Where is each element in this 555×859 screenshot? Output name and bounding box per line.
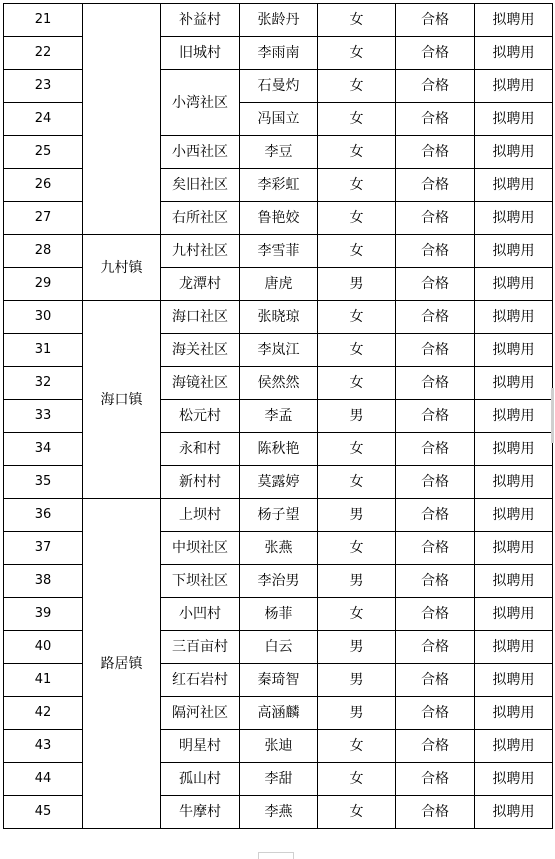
name-cell: 高涵麟 <box>240 697 318 730</box>
gender-cell: 男 <box>318 400 396 433</box>
name-cell: 李彩虹 <box>240 169 318 202</box>
gender-cell: 女 <box>318 202 396 235</box>
gender-cell: 女 <box>318 763 396 796</box>
village-cell: 红石岩村 <box>161 664 240 697</box>
status-cell: 拟聘用 <box>475 466 553 499</box>
name-cell: 李雨南 <box>240 37 318 70</box>
result-cell: 合格 <box>396 235 475 268</box>
town-cell <box>83 4 161 235</box>
result-cell: 合格 <box>396 532 475 565</box>
village-cell: 下坝社区 <box>161 565 240 598</box>
result-cell: 合格 <box>396 697 475 730</box>
status-cell: 拟聘用 <box>475 103 553 136</box>
result-cell: 合格 <box>396 169 475 202</box>
name-cell: 杨菲 <box>240 598 318 631</box>
result-cell: 合格 <box>396 70 475 103</box>
name-cell: 唐虎 <box>240 268 318 301</box>
gender-cell: 女 <box>318 433 396 466</box>
status-cell: 拟聘用 <box>475 598 553 631</box>
row-number: 42 <box>4 697 83 730</box>
village-cell: 中坝社区 <box>161 532 240 565</box>
name-cell: 杨子望 <box>240 499 318 532</box>
result-cell: 合格 <box>396 136 475 169</box>
status-cell: 拟聘用 <box>475 301 553 334</box>
gender-cell: 女 <box>318 598 396 631</box>
village-cell: 旧城村 <box>161 37 240 70</box>
name-cell: 李岚江 <box>240 334 318 367</box>
row-number: 21 <box>4 4 83 37</box>
result-cell: 合格 <box>396 433 475 466</box>
gender-cell: 男 <box>318 697 396 730</box>
result-cell: 合格 <box>396 598 475 631</box>
gender-cell: 女 <box>318 730 396 763</box>
status-cell: 拟聘用 <box>475 730 553 763</box>
name-cell: 李治男 <box>240 565 318 598</box>
row-number: 41 <box>4 664 83 697</box>
row-number: 40 <box>4 631 83 664</box>
town-cell: 九村镇 <box>83 235 161 301</box>
gender-cell: 女 <box>318 301 396 334</box>
row-number: 34 <box>4 433 83 466</box>
row-number: 30 <box>4 301 83 334</box>
village-cell: 上坝村 <box>161 499 240 532</box>
name-cell: 张燕 <box>240 532 318 565</box>
town-cell: 海口镇 <box>83 301 161 499</box>
gender-cell: 男 <box>318 499 396 532</box>
gender-cell: 女 <box>318 70 396 103</box>
village-cell: 龙潭村 <box>161 268 240 301</box>
row-number: 29 <box>4 268 83 301</box>
status-cell: 拟聘用 <box>475 631 553 664</box>
village-cell: 小湾社区 <box>161 70 240 136</box>
status-cell: 拟聘用 <box>475 763 553 796</box>
table-row <box>4 4 553 37</box>
row-number: 37 <box>4 532 83 565</box>
result-cell: 合格 <box>396 499 475 532</box>
row-number: 33 <box>4 400 83 433</box>
result-cell: 合格 <box>396 466 475 499</box>
status-cell: 拟聘用 <box>475 367 553 400</box>
status-cell: 拟聘用 <box>475 70 553 103</box>
result-cell: 合格 <box>396 631 475 664</box>
row-number: 23 <box>4 70 83 103</box>
gender-cell: 女 <box>318 367 396 400</box>
village-cell: 海镜社区 <box>161 367 240 400</box>
result-cell: 合格 <box>396 202 475 235</box>
gender-cell: 女 <box>318 334 396 367</box>
row-number: 24 <box>4 103 83 136</box>
gender-cell: 女 <box>318 4 396 37</box>
status-cell: 拟聘用 <box>475 565 553 598</box>
row-number: 45 <box>4 796 83 829</box>
page-edge-marker <box>551 388 554 443</box>
status-cell: 拟聘用 <box>475 697 553 730</box>
name-cell: 李甜 <box>240 763 318 796</box>
status-cell: 拟聘用 <box>475 37 553 70</box>
name-cell: 白云 <box>240 631 318 664</box>
name-cell: 张龄丹 <box>240 4 318 37</box>
village-cell: 孤山村 <box>161 763 240 796</box>
name-cell: 石曼灼 <box>240 70 318 103</box>
row-number: 31 <box>4 334 83 367</box>
village-cell: 补益村 <box>161 4 240 37</box>
gender-cell: 男 <box>318 565 396 598</box>
village-cell: 矣旧社区 <box>161 169 240 202</box>
row-number: 32 <box>4 367 83 400</box>
status-cell: 拟聘用 <box>475 796 553 829</box>
village-cell: 牛摩村 <box>161 796 240 829</box>
village-cell: 海关社区 <box>161 334 240 367</box>
name-cell: 侯然然 <box>240 367 318 400</box>
name-cell: 秦琦智 <box>240 664 318 697</box>
village-cell: 三百亩村 <box>161 631 240 664</box>
gender-cell: 男 <box>318 664 396 697</box>
result-cell: 合格 <box>396 37 475 70</box>
name-cell: 李孟 <box>240 400 318 433</box>
row-number: 36 <box>4 499 83 532</box>
status-cell: 拟聘用 <box>475 400 553 433</box>
village-cell: 隔河社区 <box>161 697 240 730</box>
status-cell: 拟聘用 <box>475 268 553 301</box>
village-cell: 小西社区 <box>161 136 240 169</box>
status-cell: 拟聘用 <box>475 664 553 697</box>
result-cell: 合格 <box>396 367 475 400</box>
row-number: 26 <box>4 169 83 202</box>
row-number: 25 <box>4 136 83 169</box>
name-cell: 陈秋艳 <box>240 433 318 466</box>
result-cell: 合格 <box>396 796 475 829</box>
result-cell: 合格 <box>396 400 475 433</box>
name-cell: 冯国立 <box>240 103 318 136</box>
row-number: 38 <box>4 565 83 598</box>
result-cell: 合格 <box>396 565 475 598</box>
name-cell: 张迪 <box>240 730 318 763</box>
status-cell: 拟聘用 <box>475 499 553 532</box>
row-number: 27 <box>4 202 83 235</box>
status-cell: 拟聘用 <box>475 235 553 268</box>
status-cell: 拟聘用 <box>475 433 553 466</box>
result-cell: 合格 <box>396 334 475 367</box>
gender-cell: 女 <box>318 235 396 268</box>
village-cell: 明星村 <box>161 730 240 763</box>
row-number: 35 <box>4 466 83 499</box>
name-cell: 莫露婷 <box>240 466 318 499</box>
village-cell: 新村村 <box>161 466 240 499</box>
name-cell: 李雪菲 <box>240 235 318 268</box>
gender-cell: 男 <box>318 631 396 664</box>
result-cell: 合格 <box>396 4 475 37</box>
status-cell: 拟聘用 <box>475 532 553 565</box>
village-cell: 小凹村 <box>161 598 240 631</box>
status-cell: 拟聘用 <box>475 136 553 169</box>
name-cell: 李豆 <box>240 136 318 169</box>
name-cell: 张晓琼 <box>240 301 318 334</box>
result-cell: 合格 <box>396 763 475 796</box>
status-cell: 拟聘用 <box>475 169 553 202</box>
row-number: 44 <box>4 763 83 796</box>
table-row <box>4 499 553 532</box>
result-cell: 合格 <box>396 301 475 334</box>
row-number: 22 <box>4 37 83 70</box>
result-cell: 合格 <box>396 664 475 697</box>
village-cell: 右所社区 <box>161 202 240 235</box>
result-cell: 合格 <box>396 730 475 763</box>
gender-cell: 女 <box>318 169 396 202</box>
gender-cell: 女 <box>318 796 396 829</box>
name-cell: 李燕 <box>240 796 318 829</box>
table-row <box>4 235 553 268</box>
row-number: 28 <box>4 235 83 268</box>
gender-cell: 女 <box>318 136 396 169</box>
village-cell: 海口社区 <box>161 301 240 334</box>
gender-cell: 女 <box>318 37 396 70</box>
gender-cell: 女 <box>318 466 396 499</box>
village-cell: 松元村 <box>161 400 240 433</box>
result-cell: 合格 <box>396 103 475 136</box>
roster-table <box>3 3 553 829</box>
village-cell: 永和村 <box>161 433 240 466</box>
status-cell: 拟聘用 <box>475 4 553 37</box>
gender-cell: 女 <box>318 103 396 136</box>
result-cell: 合格 <box>396 268 475 301</box>
page-footer-tab <box>258 852 294 859</box>
gender-cell: 女 <box>318 532 396 565</box>
village-cell: 九村社区 <box>161 235 240 268</box>
row-number: 43 <box>4 730 83 763</box>
table-row <box>4 301 553 334</box>
town-cell: 路居镇 <box>83 499 161 829</box>
status-cell: 拟聘用 <box>475 334 553 367</box>
name-cell: 鲁艳姣 <box>240 202 318 235</box>
row-number: 39 <box>4 598 83 631</box>
status-cell: 拟聘用 <box>475 202 553 235</box>
gender-cell: 男 <box>318 268 396 301</box>
